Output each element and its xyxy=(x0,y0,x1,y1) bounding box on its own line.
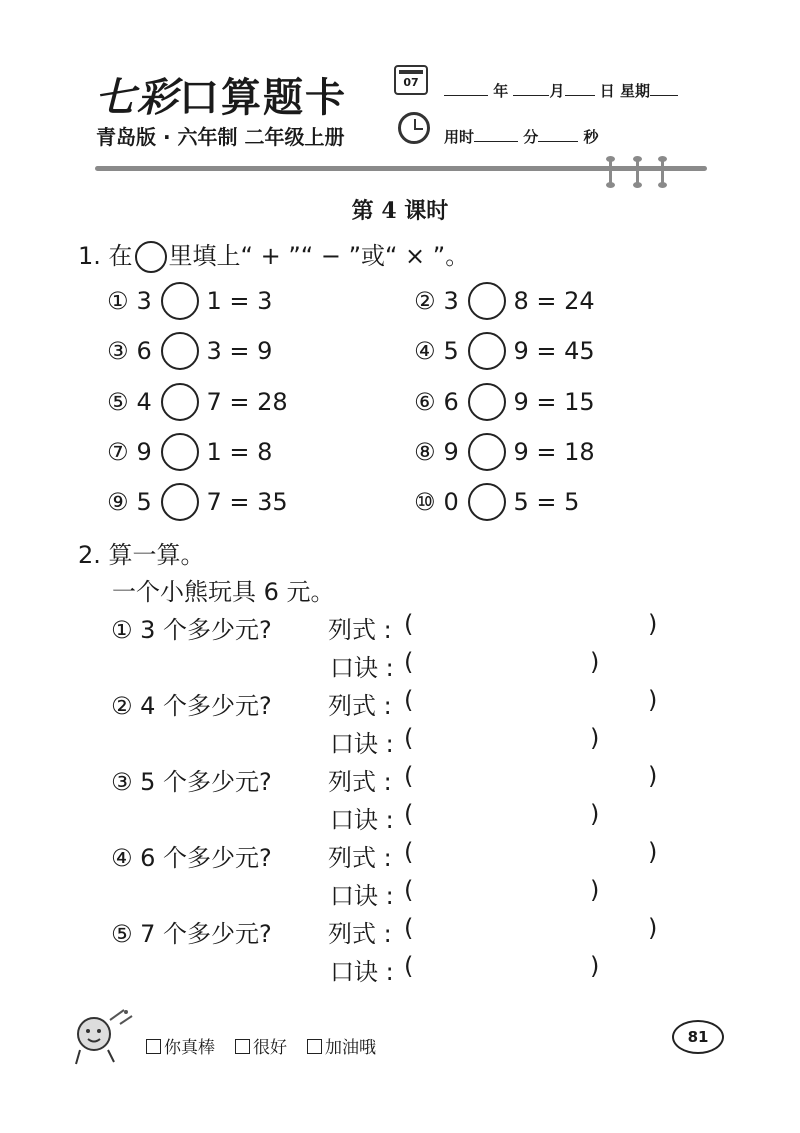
rhyme-close-paren: ) xyxy=(590,876,600,904)
checkbox-icon[interactable] xyxy=(235,1039,250,1054)
q2-question: ① 3 个多少元? xyxy=(111,616,272,644)
item-marker: ⑨ xyxy=(107,488,129,516)
item-marker: ⑦ xyxy=(107,438,129,466)
equation-item xyxy=(107,331,272,371)
rhyme-label: 口诀 : xyxy=(330,882,394,910)
formula-label: 列式 : xyxy=(328,844,392,872)
month-blank[interactable] xyxy=(513,81,549,96)
q2-question: ④ 6 个多少元? xyxy=(111,844,272,872)
minute-label: 分 xyxy=(523,128,539,146)
q2-question: ③ 5 个多少元? xyxy=(111,768,272,796)
item-marker: ⑧ xyxy=(414,438,436,466)
item-marker: ② xyxy=(414,287,436,315)
rhyme-open-paren: ( xyxy=(404,952,414,980)
rating-option[interactable] xyxy=(307,1033,376,1058)
operand: 6 xyxy=(136,337,152,365)
time-line xyxy=(444,126,599,147)
equation-item xyxy=(414,382,595,422)
rhyme-close-paren: ) xyxy=(590,724,600,752)
brand-title xyxy=(95,66,347,123)
self-rating xyxy=(146,1033,376,1058)
operator-circle[interactable] xyxy=(468,433,506,471)
equation-rest: 7 = 35 xyxy=(206,488,288,516)
operator-circle[interactable] xyxy=(161,282,199,320)
day-label: 日 xyxy=(599,82,615,100)
rating-option[interactable] xyxy=(235,1033,287,1058)
second-blank[interactable] xyxy=(538,127,578,142)
equation-rest: 1 = 8 xyxy=(206,438,273,466)
lesson-title: 第 4 课时 xyxy=(351,198,449,224)
rhyme-close-paren: ) xyxy=(590,952,600,980)
year-blank[interactable] xyxy=(444,81,488,96)
item-marker: ④ xyxy=(414,337,436,365)
q2-question: ⑤ 7 个多少元? xyxy=(111,920,272,948)
rating-label: 很好 xyxy=(253,1038,287,1058)
rating-option[interactable] xyxy=(146,1033,215,1058)
equation-item xyxy=(414,331,595,371)
formula-close-paren: ) xyxy=(648,762,658,790)
item-marker: ⑥ xyxy=(414,388,436,416)
formula-close-paren: ) xyxy=(648,838,658,866)
formula-open-paren: ( xyxy=(404,686,414,714)
rhyme-close-paren: ) xyxy=(590,648,600,676)
equation-rest: 9 = 15 xyxy=(513,388,595,416)
item-marker: ③ xyxy=(107,337,129,365)
item-marker: ⑩ xyxy=(414,488,436,516)
time-label: 用时 xyxy=(444,128,475,146)
equation-item xyxy=(414,281,595,321)
month-label: 月 xyxy=(549,82,565,100)
weekday-label: 星期 xyxy=(619,82,650,100)
formula-open-paren: ( xyxy=(404,610,414,638)
binder-ring-icon xyxy=(609,160,612,184)
equation-item xyxy=(107,482,288,522)
rhyme-open-paren: ( xyxy=(404,876,414,904)
page-number: 81 xyxy=(672,1020,724,1054)
year-label: 年 xyxy=(493,82,509,100)
weekday-blank[interactable] xyxy=(650,81,678,96)
operand: 9 xyxy=(443,438,459,466)
header-rule xyxy=(95,166,707,171)
operator-circle[interactable] xyxy=(161,483,199,521)
rhyme-open-paren: ( xyxy=(404,724,414,752)
formula-label: 列式 : xyxy=(328,768,392,796)
rhyme-label: 口诀 : xyxy=(330,654,394,682)
equation-rest: 3 = 9 xyxy=(206,337,273,365)
formula-label: 列式 : xyxy=(328,692,392,720)
equation-rest: 5 = 5 xyxy=(513,488,580,516)
item-marker: ① xyxy=(107,287,129,315)
checkbox-icon[interactable] xyxy=(146,1039,161,1054)
formula-close-paren: ) xyxy=(648,914,658,942)
binder-ring-icon xyxy=(661,160,664,184)
operand: 6 xyxy=(443,388,459,416)
rating-label: 加油哦 xyxy=(325,1038,376,1058)
operator-circle[interactable] xyxy=(468,483,506,521)
equation-rest: 8 = 24 xyxy=(513,287,595,315)
operand: 4 xyxy=(136,388,152,416)
item-marker: ⑤ xyxy=(107,388,129,416)
equation-item xyxy=(414,432,595,472)
calendar-day: 07 xyxy=(403,76,419,89)
equation-item xyxy=(107,281,272,321)
equation-item xyxy=(414,482,579,522)
rhyme-label: 口诀 : xyxy=(330,958,394,986)
formula-open-paren: ( xyxy=(404,838,414,866)
clock-icon xyxy=(398,112,430,144)
q1-prefix: 1. 在 xyxy=(78,242,133,270)
rhyme-label: 口诀 : xyxy=(330,730,394,758)
operand: 0 xyxy=(443,488,459,516)
mascot-icon xyxy=(70,1006,138,1070)
formula-close-paren: ) xyxy=(648,610,658,638)
equation-item xyxy=(107,432,272,472)
day-blank[interactable] xyxy=(565,81,595,96)
q2-question: ② 4 个多少元? xyxy=(111,692,272,720)
q2-title: 2. 算一算。 xyxy=(78,541,205,569)
operator-circle[interactable] xyxy=(468,332,506,370)
q2-intro: 一个小熊玩具 6 元。 xyxy=(112,578,335,606)
calendar-icon xyxy=(394,65,428,95)
rating-label: 你真棒 xyxy=(164,1038,215,1058)
operator-circle[interactable] xyxy=(161,383,199,421)
formula-open-paren: ( xyxy=(404,914,414,942)
binder-ring-icon xyxy=(636,160,639,184)
second-label: 秒 xyxy=(583,128,599,146)
brand-suffix: 口算题卡 xyxy=(179,74,347,121)
equation-rest: 7 = 28 xyxy=(206,388,288,416)
checkbox-icon[interactable] xyxy=(307,1039,322,1054)
operand: 5 xyxy=(443,337,459,365)
formula-close-paren: ) xyxy=(648,686,658,714)
circle-icon xyxy=(135,241,167,273)
brand-prefix: 七彩 xyxy=(95,74,179,121)
equation-rest: 1 = 3 xyxy=(206,287,273,315)
operator-circle[interactable] xyxy=(468,282,506,320)
operand: 3 xyxy=(136,287,152,315)
equation-rest: 9 = 45 xyxy=(513,337,595,365)
book-subtitle: 青岛版 · 六年制 二年级上册 xyxy=(96,125,345,149)
rhyme-close-paren: ) xyxy=(590,800,600,828)
operator-circle[interactable] xyxy=(468,383,506,421)
rhyme-label: 口诀 : xyxy=(330,806,394,834)
rhyme-open-paren: ( xyxy=(404,648,414,676)
date-line xyxy=(444,80,678,101)
operand: 5 xyxy=(136,488,152,516)
operator-circle[interactable] xyxy=(161,332,199,370)
operator-circle[interactable] xyxy=(161,433,199,471)
q1-instruction xyxy=(78,236,469,273)
formula-open-paren: ( xyxy=(404,762,414,790)
operand: 3 xyxy=(443,287,459,315)
formula-label: 列式 : xyxy=(328,920,392,948)
equation-item xyxy=(107,382,288,422)
minute-blank[interactable] xyxy=(474,127,518,142)
operand: 9 xyxy=(136,438,152,466)
rhyme-open-paren: ( xyxy=(404,800,414,828)
equation-rest: 9 = 18 xyxy=(513,438,595,466)
q1-suffix: 里填上“ + ”“ − ”或“ × ”。 xyxy=(168,242,470,270)
formula-label: 列式 : xyxy=(328,616,392,644)
